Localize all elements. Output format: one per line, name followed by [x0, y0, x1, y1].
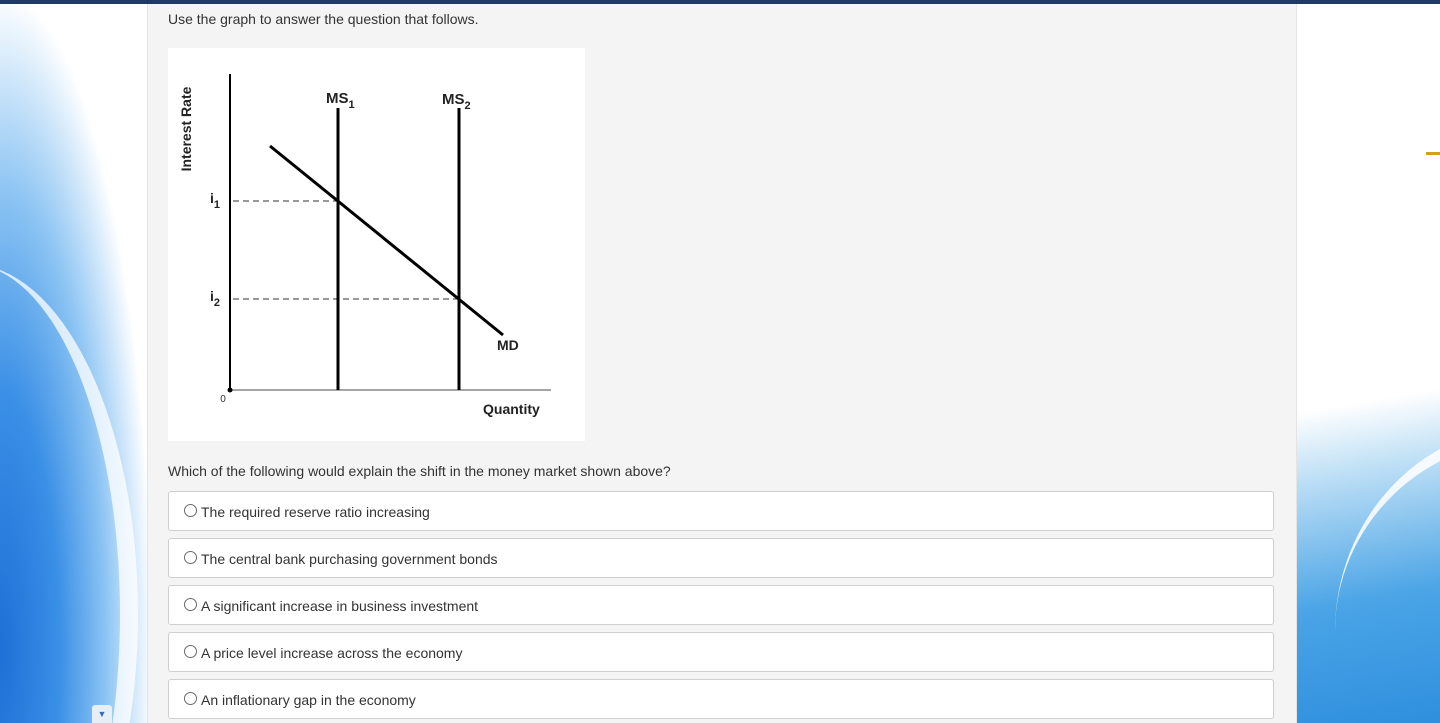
x-axis-label: Quantity	[483, 401, 540, 417]
answer-option-3[interactable]	[168, 585, 1274, 625]
md-curve	[270, 146, 503, 335]
ms2-label: $MS_2$	[442, 91, 471, 112]
edge-marker	[1426, 152, 1440, 155]
origin-point	[228, 388, 233, 393]
answer-label: An inflationary gap in the economy	[201, 692, 416, 708]
radio-button[interactable]	[184, 598, 197, 611]
radio-button[interactable]	[184, 645, 197, 658]
answer-label: The required reserve ratio increasing	[201, 504, 430, 520]
ms1-label: $MS_1$	[326, 90, 355, 111]
radio-button[interactable]	[184, 504, 197, 517]
answer-label: A significant increase in business investment	[201, 598, 479, 614]
i1-tick-label: $i_1$	[210, 190, 221, 211]
background-left	[0, 4, 150, 723]
origin-label: 0	[220, 394, 226, 405]
i2-tick-label: $i_2$	[210, 288, 221, 309]
question-text: Which of the following would explain the shift in the money market shown above?	[168, 463, 671, 479]
answer-option-4[interactable]	[168, 632, 1274, 672]
instruction-text: Use the graph to answer the question that follows.	[168, 11, 479, 27]
md-label: MD	[497, 337, 519, 353]
background-right	[1295, 4, 1440, 723]
answer-option-5[interactable]	[168, 679, 1274, 719]
answer-label: A price level increase across the economy	[201, 645, 463, 661]
answer-label: The central bank purchasing government bonds	[201, 551, 498, 567]
caret-down-icon[interactable]: ▼	[92, 705, 112, 723]
radio-button[interactable]	[184, 551, 197, 564]
answer-option-2[interactable]	[168, 538, 1274, 578]
answer-option-1[interactable]	[168, 491, 1274, 531]
radio-button[interactable]	[184, 692, 197, 705]
question-panel	[147, 4, 1297, 723]
money-market-graph	[168, 48, 585, 441]
y-axis-label: Interest Rate	[178, 86, 194, 172]
